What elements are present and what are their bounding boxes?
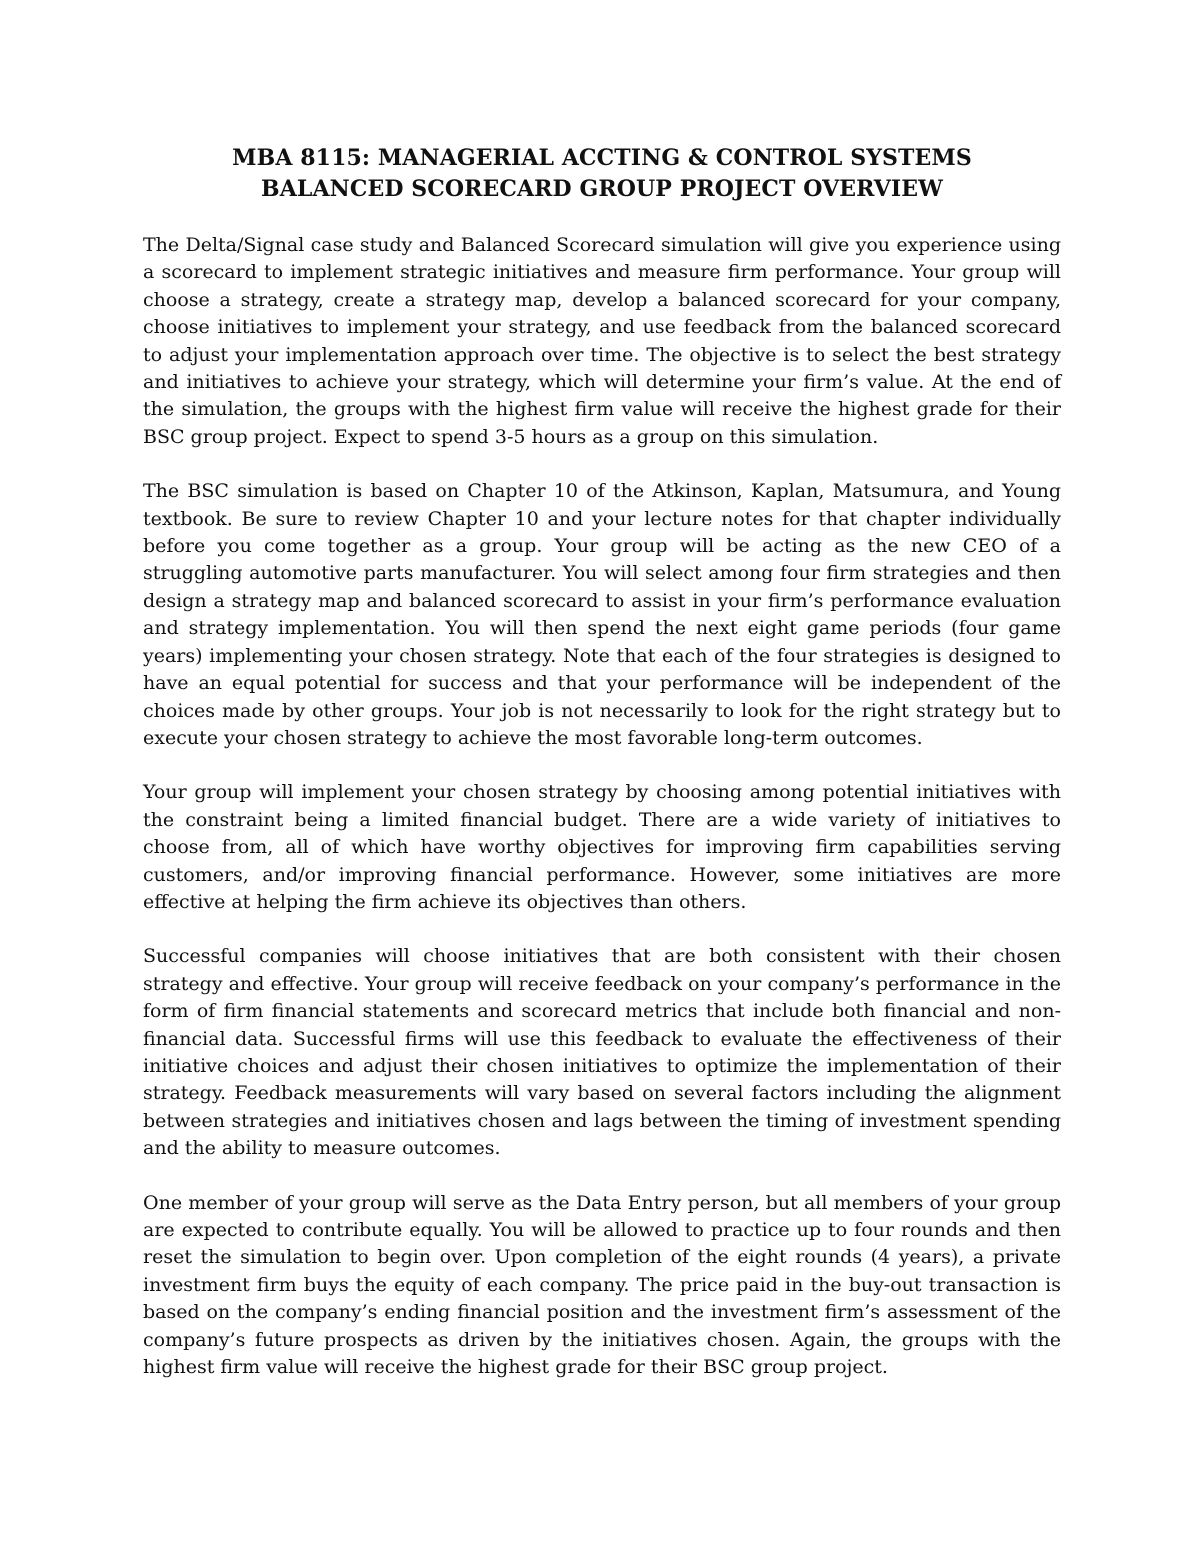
- document-body: [143, 143, 1061, 1408]
- paragraph-feedback: Successful companies will choose initiatives that are both consistent with their chosen strategy and effective. Your group will receive feedback on your company’s performance in the form of firm financial statements and scorecard metrics that include both financial and non-financial data. Successful firms will use this feedback to evaluate the effectiveness of their initiative choices and adjust their chosen initiatives to optimize the implementation of their strategy. Feedback measurements will vary based on several factors including the alignment between strategies and initiatives chosen and lags between the timing of investment spending and the ability to measure outcomes.: [143, 945, 1061, 1160]
- paragraph-simulation-basis: The BSC simulation is based on Chapter 10 of the Atkinson, Kaplan, Matsumura, and Young textbook. Be sure to review Chapter 10 and your lecture notes for that chapter individually before you come together as a group. Your group will be acting as the new CEO of a struggling automotive parts manufacturer. You will select among four firm strategies and then design a strategy map and balanced scorecard to assist in your firm’s performance evaluation and strategy implementation. You will then spend the next eight game periods (four game years) implementing your chosen strategy. Note that each of the four strategies is designed to have an equal potential for success and that your performance will be independent of the choices made by other groups. Your job is not necessarily to look for the right strategy but to execute your chosen strategy to achieve the most favorable long-term outcomes.: [143, 480, 1061, 749]
- paragraph-overview: The Delta/Signal case study and Balanced Scorecard simulation will give you experience using a scorecard to implement strategic initiatives and measure firm performance. Your group will choose a strategy, create a strategy map, develop a balanced scorecard for your company, choose initiatives to implement your strategy, and use feedback from the balanced scorecard to adjust your implementation approach over time. The objective is to select the best strategy and initiatives to achieve your strategy, which will determine your firm’s value. At the end of the simulation, the groups with the highest firm value will receive the highest grade for their BSC group project. Expect to spend 3-5 hours as a group on this simulation.: [143, 234, 1061, 448]
- project-title: BALANCED SCORECARD GROUP PROJECT OVERVIEW: [261, 176, 943, 202]
- document-title: [143, 143, 1061, 205]
- paragraph-data-entry: One member of your group will serve as the Data Entry person, but all members of your group are expected to contribute equally. You will be allowed to practice up to four rounds and then reset the simulation to begin over. Upon completion of the eight rounds (4 years), a private investment firm buys the equity of each company. The price paid in the buy-out transaction is based on the company’s ending financial position and the investment firm’s assessment of the company’s future prospects as driven by the initiatives chosen. Again, the groups with the highest firm value will receive the highest grade for their BSC group project.: [143, 1191, 1061, 1379]
- course-title: MBA 8115: MANAGERIAL ACCTING & CONTROL SYSTEMS: [232, 145, 972, 171]
- paragraph-initiatives: Your group will implement your chosen strategy by choosing among potential initiatives with the constraint being a limited financial budget. There are a wide variety of initiatives to choose from, all of which have worthy objectives for improving firm capabilities serving customers, and/or improving financial performance. However, some initiatives are more effective at helping the firm achieve its objectives than others.: [143, 781, 1061, 913]
